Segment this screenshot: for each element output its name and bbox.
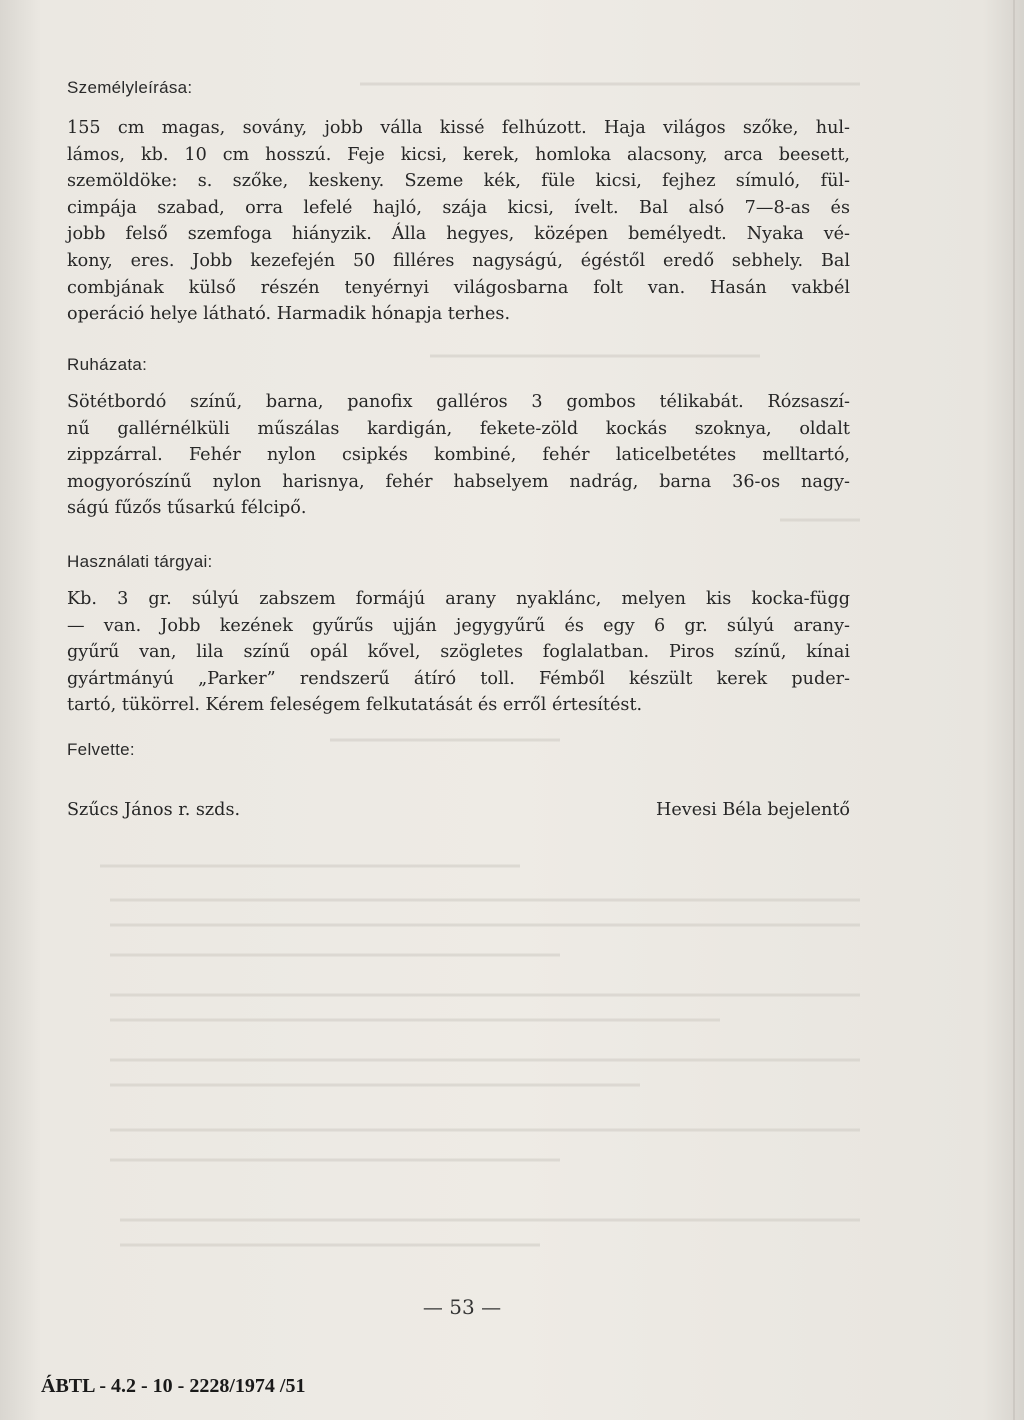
belongings-line: Kb. 3 gr. súlyú zabszem formájú arany nyaklánc, melyen kis kocka-függ bbox=[67, 589, 850, 609]
archive-reference: ÁBTL - 4.2 - 10 - 2228/1974 /51 bbox=[41, 1375, 306, 1397]
description-line: combjának külső részén tenyérnyi világosbarna folt van. Hasán vakbél bbox=[67, 277, 850, 298]
description-line: 155 cm magas, sovány, jobb válla kissé felhúzott. Haja világos szőke, hul- bbox=[67, 118, 850, 138]
description-heading: Személyleírása: bbox=[67, 78, 193, 97]
description-line: jobb felső szemfoga hiányzik. Álla hegyes, középen bemélyedt. Nyaka vé- bbox=[67, 224, 850, 245]
description-paragraph bbox=[67, 115, 850, 328]
clothing-line: ságú fűzős tűsarkú félcipő. bbox=[67, 498, 307, 519]
description-line: szemöldöke: s. szőke, keskeny. Szeme kék, füle kicsi, fejhez símuló, fül- bbox=[67, 171, 850, 192]
description-line: kony, eres. Jobb kezefején 50 filléres nagyságú, égéstől eredő sebhely. Bal bbox=[67, 250, 850, 271]
clothing-paragraph bbox=[67, 389, 850, 522]
belongings-line: gyűrű van, lila színű opál kővel, szögletes foglalatban. Piros színű, kínai bbox=[67, 642, 850, 663]
recorded-by-label: Felvette: bbox=[67, 740, 135, 759]
clothing-line: Sötétbordó színű, barna, panofix galléros 3 gombos télikabát. Rózsaszí- bbox=[67, 392, 850, 412]
signature-reporter: Hevesi Béla bejelentő bbox=[656, 800, 850, 820]
page-number: — 53 — bbox=[422, 1295, 502, 1319]
clothing-line: nű gallérnélküli műszálas kardigán, fekete-zöld kockás szoknya, oldalt bbox=[67, 418, 850, 439]
belongings-line: — van. Jobb kezének gyűrűs ujján jegygyűrű és egy 6 gr. súlyú arany- bbox=[67, 615, 850, 636]
clothing-line: mogyorószínű nylon harisnya, fehér habselyem nadrág, barna 36-os nagy- bbox=[67, 471, 850, 492]
belongings-line: tartó, tükörrel. Kérem feleségem felkutatását és erről értesítést. bbox=[67, 695, 643, 716]
belongings-heading: Használati tárgyai: bbox=[67, 552, 213, 571]
clothing-line: zippzárral. Fehér nylon csipkés kombiné, fehér laticelbetétes melltartó, bbox=[67, 445, 850, 466]
description-line: lámos, kb. 10 cm hosszú. Feje kicsi, kerek, homloka alacsony, arca beesett, bbox=[67, 144, 850, 165]
belongings-paragraph bbox=[67, 586, 850, 719]
description-line: operáció helye látható. Harmadik hónapja terhes. bbox=[67, 304, 511, 325]
signature-officer: Szűcs János r. szds. bbox=[67, 800, 241, 820]
description-line: cimpája szabad, orra lefelé hajló, szája kicsi, ívelt. Bal alsó 7—8-as és bbox=[67, 197, 850, 218]
clothing-heading: Ruházata: bbox=[67, 355, 148, 374]
belongings-line: gyártmányú „Parker” rendszerű átíró toll. Fémből készült kerek puder- bbox=[67, 668, 850, 689]
